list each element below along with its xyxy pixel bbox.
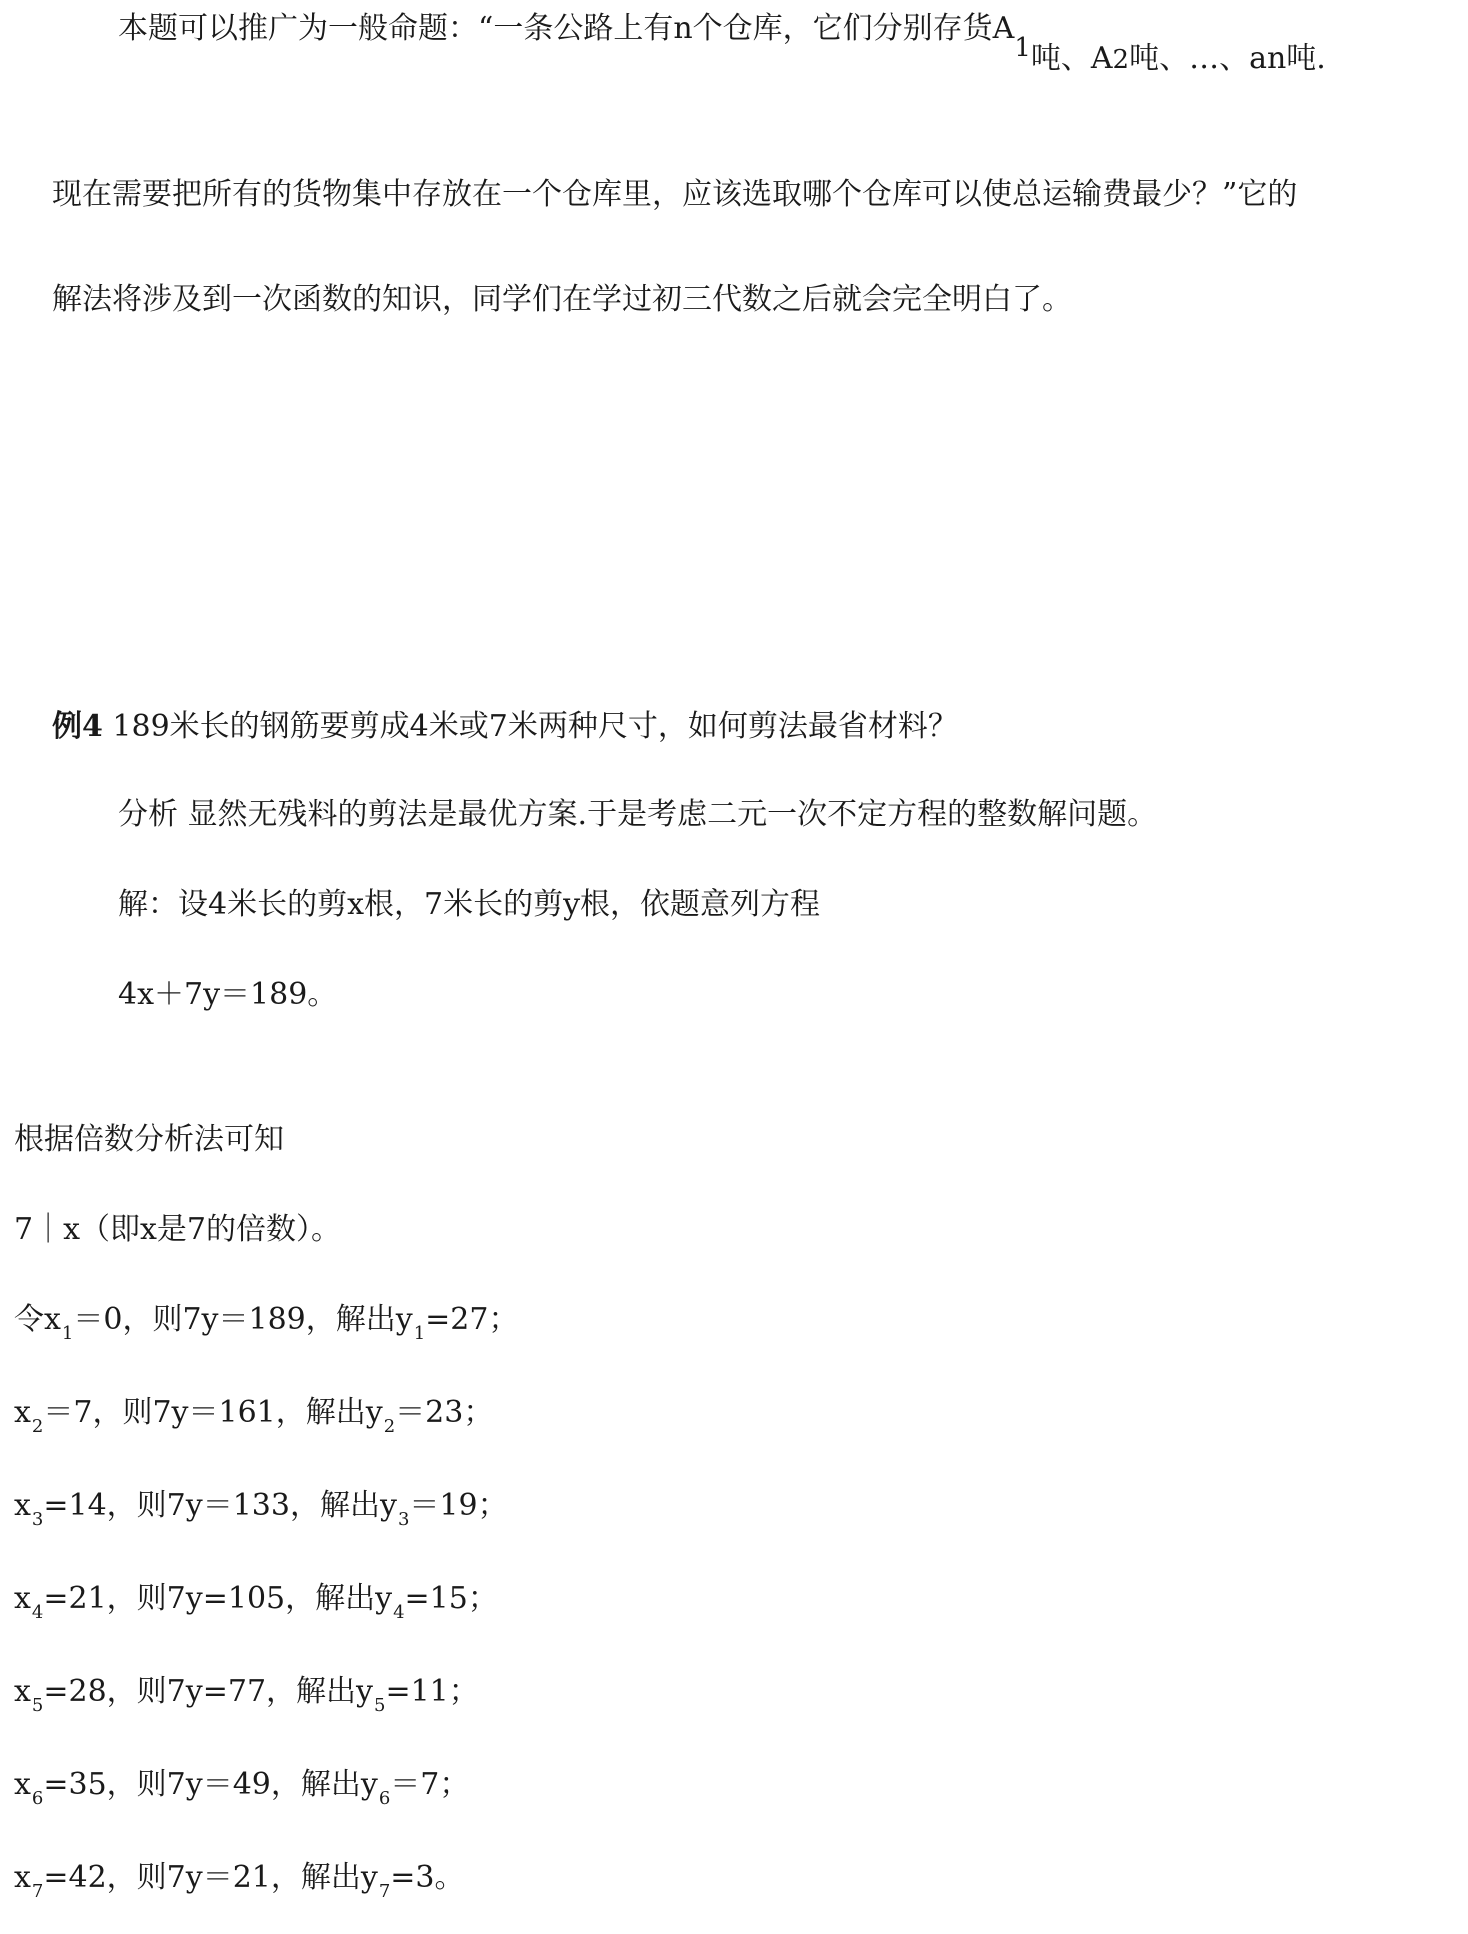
subscript: 6 xyxy=(31,1788,44,1809)
example-question xyxy=(52,709,958,744)
example-analysis: 分析 显然无残料的剪法是最优方案.于是考虑二元一次不定方程的整数解问题。 xyxy=(118,797,1158,832)
subscript: 5 xyxy=(31,1695,44,1716)
subscript: 3 xyxy=(397,1509,410,1530)
solution-line-3: $x_3=14$，则7y＝133，解出$y_3=19$； xyxy=(14,1488,508,1530)
reasoning-divisibility: 7｜x（即x是7的倍数）。 xyxy=(14,1212,342,1247)
subscript: 1 xyxy=(1014,33,1031,63)
subscript: 4 xyxy=(31,1602,44,1623)
example-solution: 解：设4米长的剪x根，7米长的剪y根，依题意列方程 xyxy=(118,887,821,922)
subscript: 2 xyxy=(31,1416,44,1437)
subscript: 3 xyxy=(31,1509,44,1530)
intro-line-3: 解法将涉及到一次函数的知识，同学们在学过初三代数之后就会完全明白了。 xyxy=(52,282,1072,317)
subscript: 1 xyxy=(61,1323,74,1344)
intro-line-2: 现在需要把所有的货物集中存放在一个仓库里，应该选取哪个仓库可以使总运输费最少？”它的 xyxy=(52,177,1298,212)
example-equation: 4x＋7y＝189。 xyxy=(118,977,338,1012)
example-question-text: 189米长的钢筋要剪成4米或7米两种尺寸，如何剪法最省材料？ xyxy=(112,709,958,744)
solution-line-5: $x_5=28$，则7y=77，解出$y_5=11$； xyxy=(14,1674,479,1716)
solution-line-2: $x_2=7$，则7y＝161，解出$y_2=23$； xyxy=(14,1395,494,1437)
subscript: 7 xyxy=(31,1881,44,1902)
solution-line-1: 令$x_1=0$，则7y＝189，解出$y_1=27$； xyxy=(14,1302,519,1344)
subscript: 5 xyxy=(373,1695,386,1716)
intro-line-1-tail: 吨、…、an吨. xyxy=(1129,41,1326,76)
subscript: 1 xyxy=(413,1323,426,1344)
intro-line-1-text: 本题可以推广为一般命题：“一条公路上有n个仓库，它们分别存货A xyxy=(118,11,1015,46)
subscript: 7 xyxy=(378,1881,391,1902)
example-label: 例4 xyxy=(52,709,103,744)
subscript: 6 xyxy=(378,1788,391,1809)
intro-line-1-mid: 吨、A xyxy=(1030,41,1113,76)
subscript: 4 xyxy=(393,1602,405,1623)
solution-line-7: $x_7=42$，则7y＝21，解出$y_7=3$。 xyxy=(14,1860,465,1902)
subscript: 2 xyxy=(1112,45,1130,75)
solution-line-4: $x_4=21$，则7y=105，解出$y_4=15$； xyxy=(14,1581,498,1623)
subscript: 2 xyxy=(383,1416,396,1437)
reasoning-heading: 根据倍数分析法可知 xyxy=(14,1122,284,1157)
solution-line-6: $x_6=35$，则7y＝49，解出$y_6=7$； xyxy=(14,1767,470,1809)
intro-line-1 xyxy=(118,11,1326,76)
